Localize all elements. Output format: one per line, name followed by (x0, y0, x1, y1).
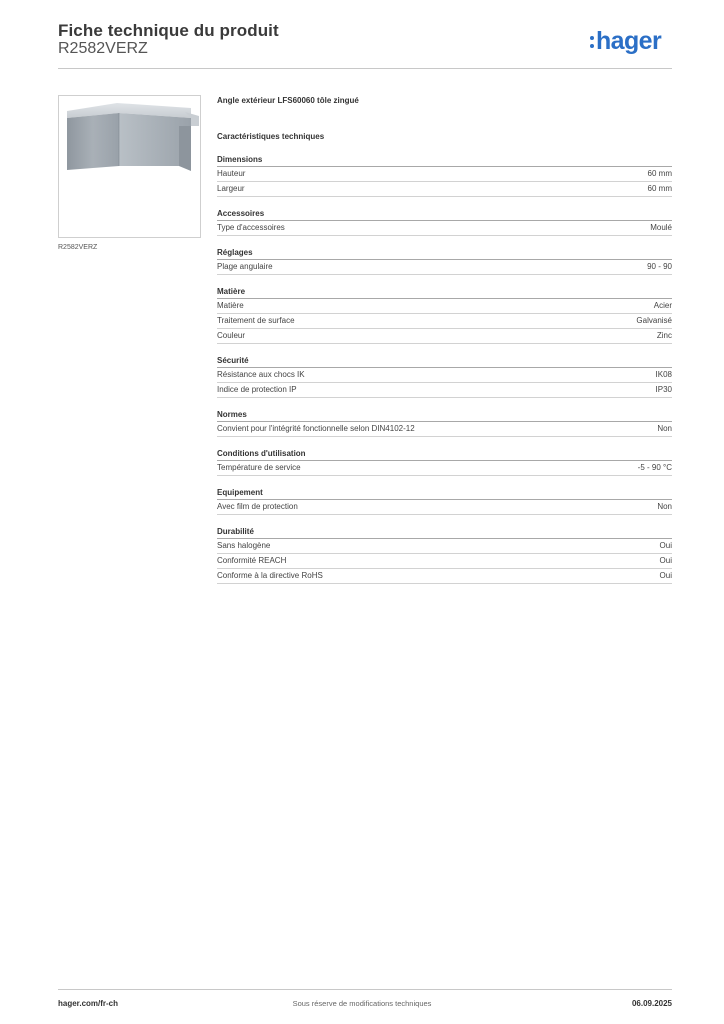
spec-label: Température de service (217, 463, 301, 472)
spec-value: IK08 (655, 370, 672, 379)
spec-value: -5 - 90 °C (637, 463, 672, 472)
footer-website[interactable]: hager.com/fr-ch (58, 999, 119, 1008)
spec-row (217, 221, 672, 236)
spec-label: Conformité REACH (217, 556, 287, 565)
spec-value: Moulé (650, 223, 672, 232)
footer-notice: Sous réserve de modifications techniques (292, 999, 432, 1008)
group-title: Dimensions (217, 155, 672, 167)
group-title: Sécurité (217, 356, 672, 368)
hager-logo (590, 26, 661, 56)
group-title: Durabilité (217, 527, 672, 539)
spec-row (217, 383, 672, 398)
spec-value: IP30 (655, 385, 672, 394)
spec-label: Résistance aux chocs IK (217, 370, 305, 379)
spec-label: Hauteur (217, 169, 246, 178)
spec-label: Largeur (217, 184, 245, 193)
spec-value: Zinc (656, 331, 672, 340)
angle-piece-illustration (59, 96, 200, 237)
spec-row (217, 368, 672, 383)
spec-label: Type d'accessoires (217, 223, 285, 232)
spec-row (217, 299, 672, 314)
spec-value: Non (657, 424, 672, 433)
spec-label: Plage angulaire (217, 262, 273, 271)
spec-row (217, 260, 672, 275)
logo-text: hager (596, 26, 662, 55)
group-title: Conditions d'utilisation (217, 449, 672, 461)
spec-row (217, 539, 672, 554)
spec-row (217, 554, 672, 569)
logo-dots-icon (590, 36, 594, 48)
image-caption: R2582VERZ (58, 244, 98, 251)
spec-row (217, 182, 672, 197)
header-divider (58, 68, 672, 69)
spec-value: 60 mm (647, 169, 672, 178)
spec-value: Oui (659, 556, 672, 565)
spec-row (217, 569, 672, 584)
section-heading: Caractéristiques techniques (217, 132, 325, 141)
spec-groups (217, 155, 672, 584)
spec-row (217, 500, 672, 515)
footer-divider (58, 989, 672, 990)
spec-value: Oui (659, 541, 672, 550)
spec-label: Traitement de surface (217, 316, 295, 325)
spec-row (217, 422, 672, 437)
group-title: Equipement (217, 488, 672, 500)
spec-row (217, 461, 672, 476)
spec-row (217, 314, 672, 329)
spec-row (217, 167, 672, 182)
spec-row (217, 329, 672, 344)
spec-label: Sans halogène (217, 541, 271, 550)
spec-label: Couleur (217, 331, 246, 340)
footer-date: 06.09.2025 (631, 999, 672, 1008)
spec-label: Conforme à la directive RoHS (217, 571, 323, 580)
spec-label: Matière (217, 301, 244, 310)
group-title: Normes (217, 410, 672, 422)
product-image (58, 95, 201, 238)
spec-label: Avec film de protection (217, 502, 298, 511)
product-reference: R2582VERZ (58, 40, 148, 57)
spec-value: Acier (653, 301, 672, 310)
group-title: Accessoires (217, 209, 672, 221)
spec-label: Indice de protection IP (217, 385, 297, 394)
product-name: Angle extérieur LFS60060 tôle zingué (217, 96, 359, 105)
spec-value: 60 mm (647, 184, 672, 193)
spec-content (217, 96, 672, 584)
spec-value: Oui (659, 571, 672, 580)
page-title: Fiche technique du produit (58, 21, 279, 40)
spec-label: Convient pour l'intégrité fonctionnelle selon DIN4102-12 (217, 424, 415, 433)
group-title: Matière (217, 287, 672, 299)
spec-value: Galvanisé (636, 316, 672, 325)
spec-value: Non (657, 502, 672, 511)
group-title: Réglages (217, 248, 672, 260)
spec-value: 90 - 90 (647, 262, 672, 271)
